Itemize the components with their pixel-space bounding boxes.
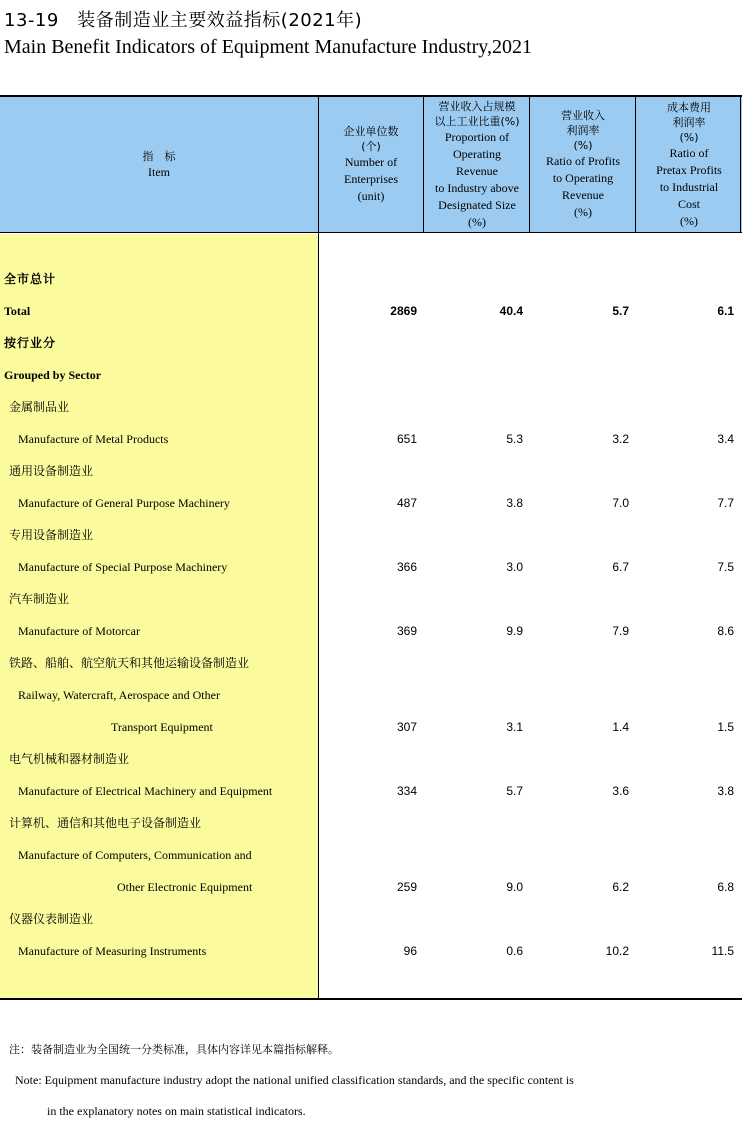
row-label: Other Electronic Equipment — [117, 880, 253, 894]
footnote-en-continued: in the explanatory notes on main statistical indicators. — [47, 1104, 306, 1118]
table-row — [0, 268, 742, 290]
table-row — [0, 620, 742, 642]
cell-value: 487 — [396, 496, 417, 510]
cell-value: 2869 — [390, 304, 417, 318]
row-label: 铁路、船舶、航空航天和其他运输设备制造业 — [9, 656, 250, 670]
cell-value: 334 — [396, 784, 417, 798]
header-text: Enterprises — [344, 172, 398, 186]
row-label: Manufacture of Electrical Machinery and Equipment — [18, 784, 273, 798]
header-text: Ratio of — [669, 145, 709, 160]
row-label: Manufacture of Motorcar — [18, 624, 140, 638]
cell-value: 6.2 — [612, 880, 629, 894]
cell-value: 366 — [396, 560, 417, 574]
header-text: Operating — [453, 146, 501, 161]
cell-value: 96 — [403, 944, 417, 958]
cell-value: 5.7 — [506, 784, 523, 798]
header-text: 利润率 — [672, 115, 706, 129]
header-text: Pretax Profits — [656, 162, 722, 177]
row-label: Grouped by Sector — [4, 368, 102, 382]
row-label: 金属制品业 — [9, 400, 70, 414]
header-text: Proportion of — [444, 129, 510, 144]
table-row — [0, 300, 742, 322]
cell-value: 3.4 — [717, 432, 734, 446]
table-row — [0, 908, 742, 930]
cell-value: 8.6 — [717, 624, 734, 638]
cell-value: 7.7 — [717, 496, 734, 510]
table-bottom-rule — [0, 998, 742, 1000]
header-text: Revenue — [456, 163, 498, 178]
cell-value: 3.2 — [612, 432, 629, 446]
cell-value: 1.5 — [717, 720, 734, 734]
header-col-cost-profit — [636, 97, 742, 232]
cell-value: 7.9 — [612, 624, 629, 638]
cell-value: 5.7 — [612, 304, 629, 318]
cell-value: 369 — [396, 624, 417, 638]
cell-value: 6.1 — [717, 304, 734, 318]
row-label: 仪器仪表制造业 — [9, 912, 94, 926]
row-label: 计算机、通信和其他电子设备制造业 — [9, 816, 202, 830]
cell-value: 9.0 — [506, 880, 523, 894]
row-label: Manufacture of Special Purpose Machinery — [18, 560, 228, 574]
header-bottom-rule — [0, 232, 742, 233]
header-text: 营业收入 — [561, 109, 605, 122]
header-text: Number of — [344, 155, 398, 169]
header-text: 以上工业比重(%) — [434, 114, 520, 128]
row-label: 全市总计 — [4, 272, 57, 286]
header-text: to Industrial — [659, 179, 719, 194]
table-row — [0, 844, 742, 866]
table-row — [0, 524, 742, 546]
header-col-enterprises — [318, 97, 424, 232]
cell-value: 0.6 — [506, 944, 523, 958]
cell-value: 6.7 — [612, 560, 629, 574]
header-text: 企业单位数 — [343, 125, 399, 138]
header-col-proportion — [424, 97, 530, 232]
table-row — [0, 684, 742, 706]
cell-value: 3.6 — [612, 784, 629, 798]
row-label: Manufacture of Measuring Instruments — [18, 944, 207, 958]
header-item — [0, 97, 318, 232]
cell-value: 3.1 — [506, 720, 523, 734]
row-label: Railway, Watercraft, Aerospace and Other — [18, 688, 220, 702]
header-text: (unit) — [357, 189, 385, 203]
footnote-cn: 注：装备制造业为全国统一分类标准，具体内容详见本篇指标解释。 — [9, 1043, 339, 1056]
header-text: (%) — [573, 139, 593, 152]
table-row — [0, 876, 742, 898]
header-text: Cost — [677, 196, 700, 211]
cell-value: 6.8 — [717, 880, 734, 894]
header-text: (%) — [680, 213, 698, 228]
cell-value: 7.0 — [612, 496, 629, 510]
table-row — [0, 588, 742, 610]
row-label: 按行业分 — [4, 336, 57, 350]
row-label: 专用设备制造业 — [9, 528, 94, 542]
cell-value: 11.5 — [711, 944, 734, 958]
table-row — [0, 716, 742, 738]
row-label: 通用设备制造业 — [9, 464, 94, 478]
cell-value: 3.0 — [506, 560, 523, 574]
header-text: Designated Size — [438, 197, 516, 212]
cell-value: 3.8 — [717, 784, 734, 798]
row-label: Manufacture of Computers, Communication and — [18, 848, 252, 862]
row-label: Manufacture of General Purpose Machinery — [18, 496, 230, 510]
footnote-en: Note: Equipment manufacture industry adopt the national unified classification standards, and the specific content is — [15, 1073, 574, 1087]
cell-value: 651 — [396, 432, 417, 446]
row-label: 电气机械和器材制造业 — [9, 752, 130, 766]
cell-value: 3.8 — [506, 496, 523, 510]
header-text: (%) — [574, 205, 592, 219]
cell-value: 1.4 — [612, 720, 629, 734]
header-text: to Industry above — [435, 180, 519, 195]
table-row — [0, 428, 742, 450]
row-label: Manufacture of Metal Products — [18, 432, 169, 446]
table-row — [0, 396, 742, 418]
table-row — [0, 460, 742, 482]
cell-value: 9.9 — [506, 624, 523, 638]
header-item-en: Item — [148, 164, 170, 179]
header-text: 利润率 — [566, 124, 600, 137]
table-title-cn: 13-19 装备制造业主要效益指标(2021年) — [4, 10, 363, 31]
table-row — [0, 780, 742, 802]
header-text: Ratio of Profits — [546, 154, 620, 168]
header-text: 成本费用 — [667, 100, 711, 114]
header-text: 营业收入占规模 — [438, 99, 516, 113]
header-item-cn: 指 标 — [142, 149, 176, 163]
row-label: Transport Equipment — [111, 720, 213, 734]
table-row — [0, 492, 742, 514]
table-row — [0, 812, 742, 834]
cell-value: 307 — [396, 720, 417, 734]
row-label: Total — [4, 304, 31, 318]
table-row — [0, 652, 742, 674]
header-text: (个) — [361, 140, 381, 153]
table-row — [0, 556, 742, 578]
row-label: 汽车制造业 — [9, 592, 70, 606]
table-row — [0, 364, 742, 386]
table-title-en: Main Benefit Indicators of Equipment Manufacture Industry,2021 — [4, 36, 533, 58]
header-text: Revenue — [562, 188, 604, 202]
table-row — [0, 748, 742, 770]
header-text: to Operating — [552, 171, 614, 185]
cell-value: 259 — [396, 880, 417, 894]
table-row — [0, 940, 742, 962]
cell-value: 40.4 — [499, 304, 523, 318]
cell-value: 7.5 — [717, 560, 734, 574]
cell-value: 10.2 — [605, 944, 629, 958]
header-text: (%) — [679, 130, 699, 144]
table-row — [0, 332, 742, 354]
cell-value: 5.3 — [506, 432, 523, 446]
header-text: (%) — [468, 214, 486, 229]
header-col-profit-ratio — [530, 97, 636, 232]
